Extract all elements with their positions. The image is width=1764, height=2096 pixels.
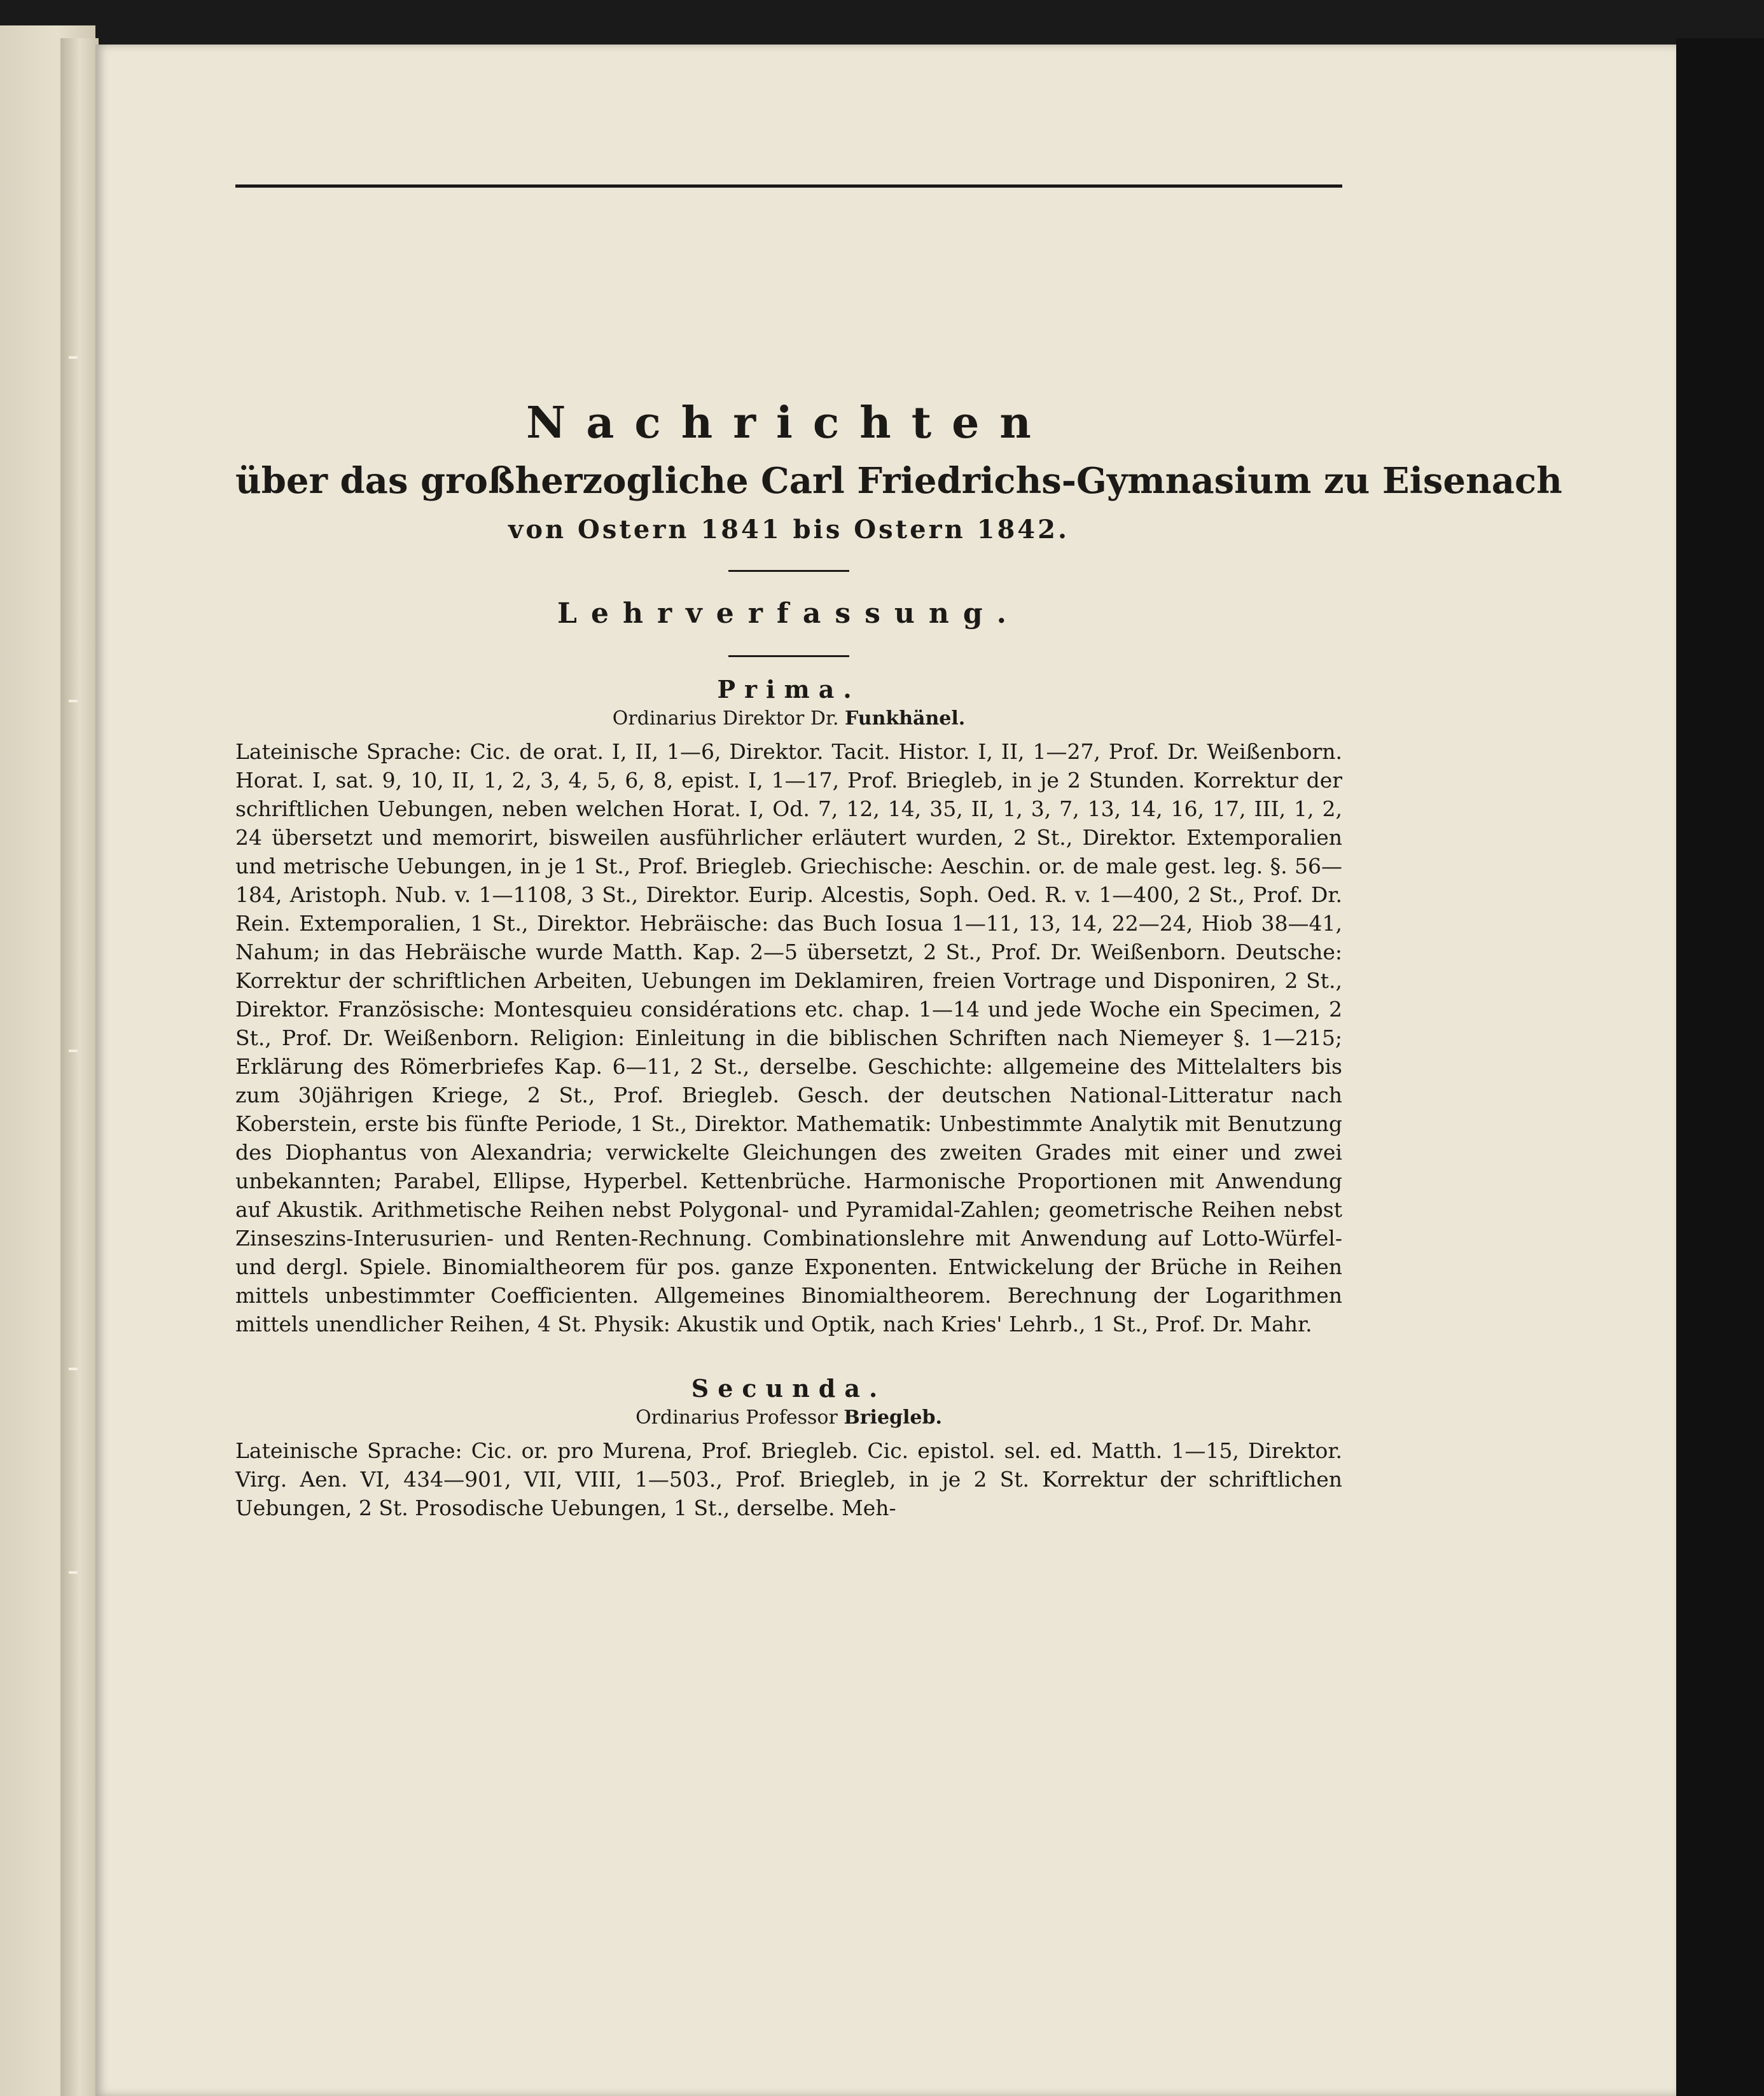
binding-thread [69, 1571, 78, 1574]
divider [728, 655, 849, 657]
section-heading: Lehrverfassung. [557, 597, 1020, 630]
page-content [134, 184, 1562, 1522]
top-rule [235, 184, 1342, 188]
ordinarius-name: Briegleb. [844, 1406, 942, 1429]
binding-thread [69, 1050, 78, 1052]
prima-heading: Prima. [717, 675, 861, 704]
document-title: Nachrichten [526, 398, 1052, 448]
document-period: von Ostern 1841 bis Ostern 1842. [508, 515, 1069, 545]
scan-background [1676, 38, 1764, 2096]
ordinarius-prefix: Ordinarius Professor [635, 1406, 838, 1429]
secunda-heading: Secunda. [691, 1374, 887, 1403]
binding-thread [69, 356, 78, 359]
binding-thread [69, 1368, 78, 1370]
ordinarius-prefix: Ordinarius Direktor Dr. [612, 707, 839, 730]
ordinarius-name: Funkhänel. [845, 707, 966, 730]
page-header [235, 398, 1562, 657]
secunda-curriculum-text: Lateinische Sprache: Cic. or. pro Murena, Prof. Briegleb. Cic. epistol. sel. ed. Matth. 1—15, Direktor. Virg. Aen. VI, 434—901, VII, VIII, 1—503., Prof. Briegleb, in je 2 St. Korrektur der schriftlichen Uebungen, 2 St. Prosodische Uebungen, 1 St., derselbe. Meh- [235, 1438, 1342, 1520]
document-subtitle: über das großherzogliche Carl Friedrichs-Gymnasium zu Eisenach [235, 460, 1562, 502]
binding-thread [69, 700, 78, 702]
secunda-ordinarius [235, 1406, 1342, 1429]
prima-curriculum-text: Lateinische Sprache: Cic. de orat. I, II, 1—6, Direktor. Tacit. Histor. I, II, 1—27, Prof. Dr. Weißenborn. Horat. I, sat. 9, 10, II, 1, 2, 3, 4, 5, 6, 8, epist. I, 1—17, Prof. Briegleb, in je 2 Stunden. Korrektur der schriftlichen Uebungen, neben welchen Horat. I, Od. 7, 12, 14, 35, II, 1, 3, 7, 13, 14, 16, 17, III, 1, 2, 24 übersetzt und memorirt, bisweilen ausführlicher erläutert wurden, 2 St., Direktor. Extemporalien und metrische Uebungen, in je 1 St., Prof. Briegleb. Griechische: Aeschin. or. de male gest. leg. §. 56—184, Aristoph. Nub. v. 1—1108, 3 St., Direktor. Eurip. Alcestis, Soph. Oed. R. v. 1—400, 2 St., Prof. Dr. Rein. Extemporalien, 1 St., Direktor. Hebräische: das Buch Iosua 1—11, 13, 14, 22—24, Hiob 38—41, Nahum; in das Hebräische wurde Matth. Kap. 2—5 übersetzt, 2 St., Prof. Dr. Weißenborn. Deutsche: Korrektur der schriftlichen Arbeiten, Uebungen im Deklamiren, freien Vortrage und Disponiren, 2 St., Direktor. Französische: Montesquieu considérations etc. chap. 1—14 und jede Woche ein Specimen, 2 St., Prof. Dr. Weißenborn. Religion: Einleitung in die biblischen Schriften nach Niemeyer §. 1—215; Erklärung des Römerbriefes Kap. 6—11, 2 St., derselbe. Geschichte: allgemeine des Mittelalters bis zum 30jährigen Kriege, 2 St., Prof. Briegleb. Gesch. der deutschen National-Litteratur nach Koberstein, erste bis fünfte Periode, 1 St., Direktor. Mathematik: Unbestimmte Analytik mit Benutzung des Diophantus von Alexandria; verwickelte Gleichungen des zweiten Grades mit einer und zwei unbekannten; Parabel, Ellipse, Hyperbel. Kettenbrüche. Harmonische Proportionen mit Anwendung auf Akustik. Arithmetische Reihen nebst Polygonal- und Pyramidal-Zahlen; geometrische Reihen nebst Zinseszins-Interusurien- und Renten-Rechnung. Combinationslehre mit Anwendung auf Lotto-Würfel- und dergl. Spiele. Binomialtheorem für pos. ganze Exponenten. Entwickelung der Brüche in Reihen mittels unbestimmter Coefficienten. Allgemeines Binomialtheorem. Berechnung der Logarithmen mittels unendlicher Reihen, 4 St. Physik: Akustik und Optik, nach Kries' Lehrb., 1 St., Prof. Dr. Mahr. [235, 739, 1342, 1336]
divider [728, 570, 849, 572]
book-gutter [60, 38, 99, 2096]
prima-ordinarius [235, 707, 1342, 730]
